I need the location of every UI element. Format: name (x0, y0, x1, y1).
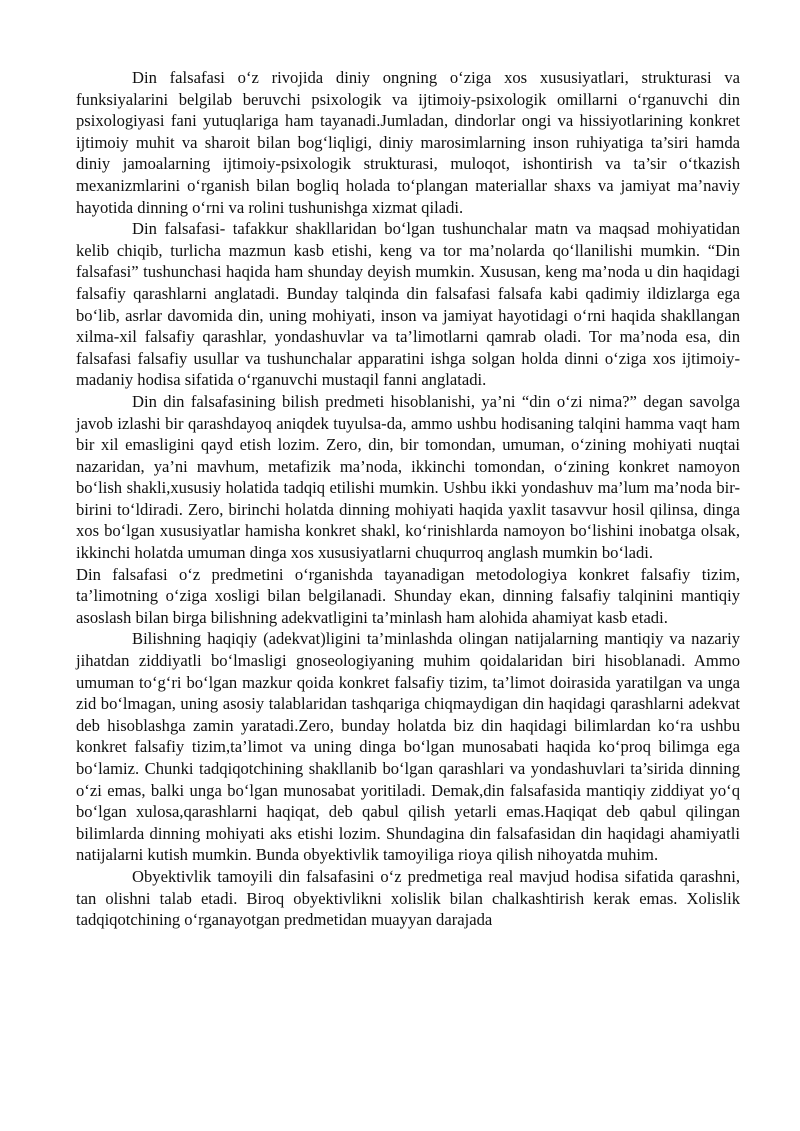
paragraph-definition: Din falsafasi- tafakkur shakllaridan bo‘lgan tushunchalar matn va maqsad mohiyatidan kelib chiqib, turlicha mazmun kasb etishi, keng va tor ma’nolarda qo‘llanilishi mumkin. “Din falsafasi” tushunchasi haqida ham shunday deyish mumkin. Xususan, keng ma’noda u din haqidagi falsafiy qarashlarni anglatadi. Bunday talqinda din falsafasi falsafa kabi qadimiy ildizlarga ega bo‘lib, asrlar davomida din, uning mohiyati, inson va jamiyat hayotidagi o‘rni haqida shakllangan xilma-xil falsafiy qarashlar, yondashuvlar va ta’limotlarni qamrab oladi. Tor ma’noda esa, din falsafasi falsafiy usullar va tushunchalar apparatini ishga solgan holda dinni o‘ziga xos ijtimoiy-madaniy hodisa sifatida o‘rganuvchi mustaqil fanni anglatadi. (76, 219, 740, 390)
paragraph-adequacy: Bilishning haqiqiy (adekvat)ligini ta’minlashda olingan natijalarning mantiqiy va nazariy jihatdan ziddiyatli bo‘lmasligi gnoseologiyaning muhim qoidalaridan biri hisoblanadi. Ammo umuman to‘g‘ri bo‘lgan mazkur qoida konkret falsafiy tizim, ta’limot doirasida yaratilgan va unga zid bo‘lmagan, uning asosiy talablaridan tashqariga chiqmaydigan din haqidagi qarashlarni adekvat deb hisoblashga zamin yaratadi.Zero, bunday holatda biz din haqidagi bilimlardan ko‘ra ushbu konkret falsafiy tizim,ta’limot va uning dinga bo‘lgan munosabati haqida ko‘proq bilimga ega bo‘lamiz. Chunki tadqiqotchining shakllanib bo‘lgan qarashlari va yondashuvlari ta’sirida dinning o‘zi emas, balki unga bo‘lgan munosabat yoritiladi. Demak,din falsafasida mantiqiy ziddiyat yo‘q bo‘lgan xulosa,qarashlarni haqiqat, deb qabul qilish yetarli emas.Haqiqat deb qabul qilingan bilimlarda dinning mohiyati aks etishi lozim. Shundagina din falsafasidan din haqidagi ahamiyatli natijalarni kutish mumkin. Bunda obyektivlik tamoyiliga rioya qilish nihoyatda muhim. (76, 629, 740, 865)
paragraph-objectivity: Obyektivlik tamoyili din falsafasini o‘z predmetiga real mavjud hodisa sifatida qarashni, tan olishni talab etadi. Biroq obyektivlikni xolislik bilan chalkashtirish kerak emas. Xolislik tadqiqotchining o‘rganayotgan predmetidan muayyan darajada (76, 866, 740, 930)
paragraph-methodology: Din falsafasi o‘z predmetini o‘rganishda tayanadigan metodologiya konkret falsafiy tizim, ta’limotning o‘ziga xosligi bilan belgilanadi. Shunday ekan, dinning falsafiy talqinini mantiqiy asoslash bilan birga bilishning adekvatligini ta’minlash ham alohida ahamiyat kasb etadi. (76, 564, 740, 627)
document-page (76, 67, 740, 931)
paragraph-intro: Din falsafasi o‘z rivojida diniy ongning o‘ziga xos xususiyatlari, strukturasi va funksiyalarini belgilab beruvchi psixologik va ijtimoiy-psixologik omillarni o‘rganuvchi din psixologiyasi fani yutuqlariga ham tayanadi.Jumladan, dindorlar ongi va hissiyotlarining konkret ijtimoiy muhit va sharoit bilan bog‘liqligi, diniy marosimlarning inson ruhiyatiga ta’siri hamda diniy jamoalarning ijtimoiy-psixologik strukturasi, muloqot, ishontirish va ta’sir o‘tkazish mexanizmlarini o‘rganish bilan bogliq holada to‘plangan materiallar shaxs va jamiyat ma’naviy hayotida dinning o‘rni va rolini tushunishga xizmat qiladi. (76, 68, 740, 217)
paragraph-subject: Din din falsafasining bilish predmeti hisoblanishi, ya’ni “din o‘zi nima?” degan savolga javob izlashi bir qarashdayoq aniqdek tuyulsa-da, ammo ushbu hodisaning talqini hamma vaqt ham bir xil emasligini qayd etish lozim. Zero, din, bir tomondan, umuman, o‘zining mohiyati nuqtai nazaridan, ya’ni mavhum, metafizik ma’noda, ikkinchi tomondan, o‘zining konkret namoyon bo‘lish shakli,xususiy holatida tadqiq etilishi mumkin. Ushbu ikki yondashuv ma’lum ma’noda bir-birini to‘ldiradi. Zero, birinchi holatda dinning mohiyati haqida yaxlit tasavvur hosil qilinsa, dinga xos bo‘lgan xususiyatlar hamisha konkret shakl, ko‘rinishlarda namoyon bo‘lishini inobatga olsak, ikkinchi holatda umuman dinga xos xususiyatlarni chuqurroq anglash mumkin bo‘ladi. (76, 391, 740, 563)
